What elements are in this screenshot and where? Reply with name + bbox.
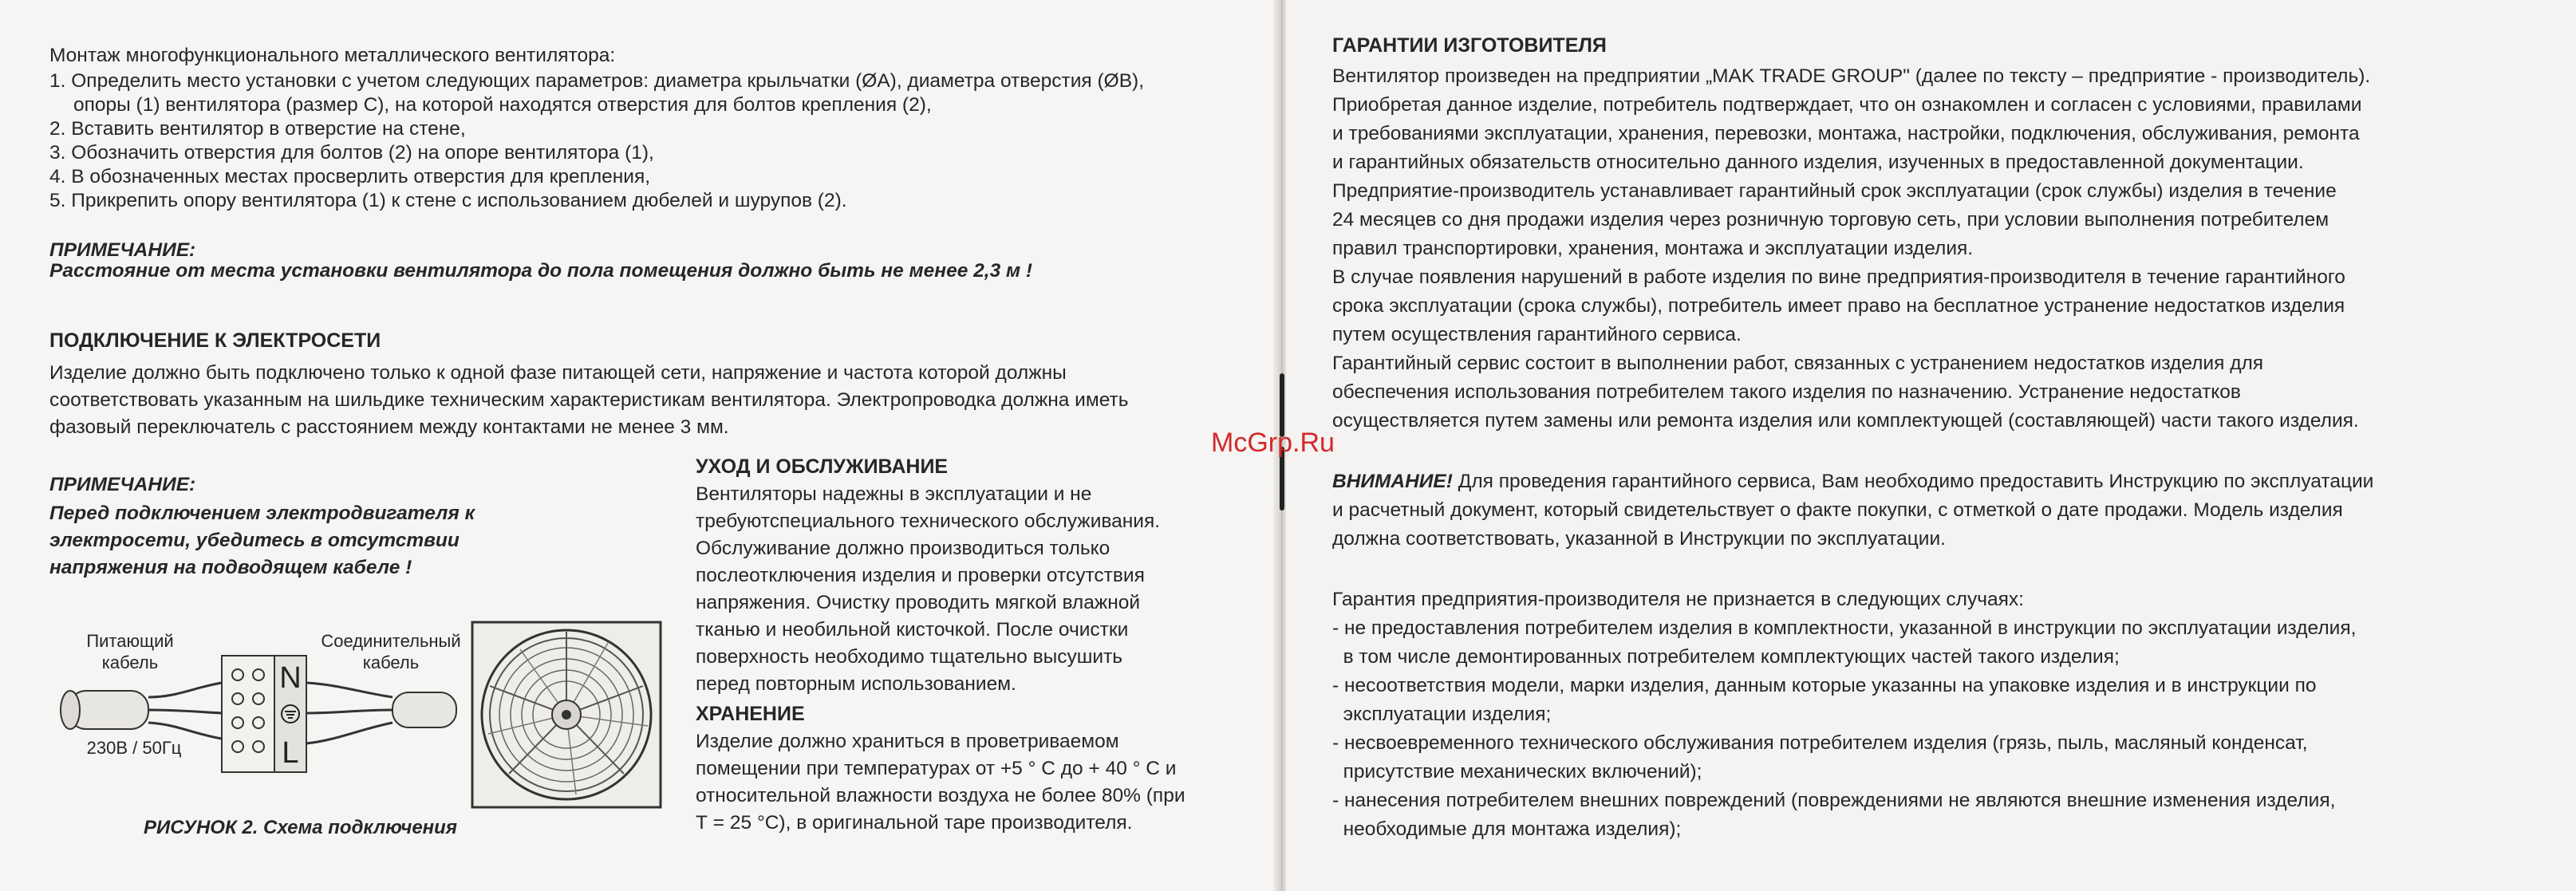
attention-line-3: должна соответствовать, указанной в Инструкции по эксплуатации. — [1332, 528, 1946, 550]
warranty-title: ГАРАНТИИ ИЗГОТОВИТЕЛЯ — [1332, 34, 1607, 57]
note2-line-1: Перед подключением электродвигателя к — [49, 503, 475, 524]
attention-line-2: и расчетный документ, который свидетельствует о факте покупки, с отметкой о дате продажи. Модель изделия — [1332, 499, 2343, 521]
terminal-n-label: N — [279, 661, 302, 695]
care-line-3: Обслуживание должно производиться только — [696, 538, 1110, 559]
care-line-6: тканью и необильной кисточкой. После очистки — [696, 619, 1129, 641]
care-line-1: Вентиляторы надежны в эксплуатации и не — [696, 483, 1092, 505]
attention-label: ВНИМАНИЕ! — [1332, 471, 1453, 492]
care-line-5: напряжения. Очистку проводить мягкой влажной — [696, 592, 1141, 613]
care-line-8: перед повторным использованием. — [696, 673, 1016, 695]
connection-title: ПОДКЛЮЧЕНИЕ К ЭЛЕКТРОСЕТИ — [49, 329, 381, 352]
care-title: УХОД И ОБСЛУЖИВАНИЕ — [696, 455, 949, 478]
connection-line-2: соответствовать указанным на шильдике техническим характеристикам вентилятора. Электропроводка должна иметь — [49, 389, 1129, 411]
warranty-line-1: Вентилятор произведен на предприятии „MAK TRADE GROUP" (далее по тексту – предприятие - производитель). — [1332, 65, 2371, 87]
warranty-line-10: путем осуществления гарантийного сервиса. — [1332, 324, 1742, 345]
figure-caption: РИСУНОК 2. Схема подключения — [144, 817, 457, 838]
attention-line-1 — [1332, 467, 2373, 495]
storage-line-4: Т = 25 °С), в оригинальной таре производителя. — [696, 812, 1133, 834]
wiring-diagram — [57, 614, 680, 838]
connection-line-3: фазовый переключатель с расстоянием между контактами не менее 3 мм. — [49, 416, 729, 438]
connecting-cable — [306, 683, 456, 743]
storage-line-3: относительной влажности воздуха не более 80% (при — [696, 785, 1185, 806]
storage-line-1: Изделие должно храниться в проветриваемом — [696, 731, 1119, 752]
exclusion-line-2: в том числе демонтированных потребителем комплектующих частей такого изделия; — [1332, 646, 2120, 668]
exclusion-line-5: - несвоевременного технического обслуживания потребителем изделия (грязь, пыль, масляный конденсат, — [1332, 732, 2308, 754]
mounting-step-2: 2. Вставить вентилятор в отверстие на стене, — [49, 118, 466, 140]
storage-title: ХРАНЕНИЕ — [696, 703, 805, 725]
care-line-4: послеотключения изделия и проверки отсутствия — [696, 565, 1145, 586]
exclusion-line-1: - не предоставления потребителем изделия в комплектности, указанной в инструкции по эксплуатации изделия, — [1332, 617, 2357, 639]
exclusion-line-3: - несоответствия модели, марки изделия, данным которые указанны на упаковке изделия и в инструкции по — [1332, 675, 2317, 696]
supply-cable — [61, 683, 222, 739]
attention-text: Для проведения гарантийного сервиса, Вам необходимо предоставить Инструкцию по эксплуатации — [1452, 471, 2374, 492]
warranty-line-12: обеспечения использования потребителем такого изделия по назначению. Устранение недостатков — [1332, 381, 2241, 403]
voltage-label: 230В / 50Гц — [86, 738, 182, 758]
terminal-l-label: L — [282, 736, 299, 770]
warranty-line-11: Гарантийный сервис состоит в выполнении работ, связанных с устранением недостатков изделия для — [1332, 353, 2264, 374]
warranty-line-3: и требованиями эксплуатации, хранения, перевозки, монтажа, настройки, подключения, обслуживания, ремонта — [1332, 123, 2360, 144]
note1-title: ПРИМЕЧАНИЕ: — [49, 239, 196, 261]
note2-title: ПРИМЕЧАНИЕ: — [49, 474, 196, 495]
terminal-block — [222, 656, 306, 772]
mounting-step-3: 3. Обозначить отверстия для болтов (2) на опоре вентилятора (1), — [49, 142, 654, 164]
mounting-step-5: 5. Прикрепить опору вентилятора (1) к стене с использованием дюбелей и шурупов (2). — [49, 190, 847, 211]
warranty-line-2: Приобретая данное изделие, потребитель подтверждает, что он ознакомлен и согласен с условиями, правилами — [1332, 94, 2362, 116]
exclusion-line-7: - нанесения потребителем внешних повреждений (повреждениями не являются внешние изменения изделия, — [1332, 790, 2336, 811]
exclusion-line-8: необходимые для монтажа изделия); — [1332, 818, 1682, 840]
care-line-2: требуютспециального технического обслуживания. — [696, 511, 1161, 532]
warranty-line-4: и гарантийных обязательств относительно данного изделия, изученных в предоставленной документации. — [1332, 152, 2304, 173]
exclusion-line-4: эксплуатации изделия; — [1332, 704, 1552, 725]
supply-cable-label: Питающий кабель — [86, 631, 174, 672]
fan-unit — [472, 622, 661, 807]
connecting-cable-label: Соединительный кабель — [321, 631, 461, 672]
warranty-line-8: В случае появления нарушений в работе изделия по вине предприятия-производителя в течение гарантийного — [1332, 266, 2345, 288]
note1-text: Расстояние от места установки вентилятора до пола помещения должно быть не менее 2,3 м ! — [49, 260, 1033, 282]
connection-line-1: Изделие должно быть подключено только к одной фазе питающей сети, напряжение и частота которой должны — [49, 362, 1067, 384]
mounting-step-1-cont: опоры (1) вентилятора (размер С), на которой находятся отверстия для болтов крепления (2), — [73, 94, 932, 116]
care-line-7: поверхность необходимо тщательно высушить — [696, 646, 1123, 668]
warranty-line-7: правил транспортировки, хранения, монтажа и эксплуатации изделия. — [1332, 238, 1974, 259]
warranty-line-6: 24 месяцев со дня продажи изделия через розничную торговую сеть, при условии выполнения потребителем — [1332, 209, 2329, 231]
left-page — [0, 0, 1276, 891]
mounting-step-4: 4. В обозначенных местах просверлить отверстия для крепления, — [49, 166, 651, 187]
site-watermark: McGrp.Ru — [1211, 428, 1335, 458]
warranty-line-13: осуществляется путем замены или ремонта изделия или комплектующей (составляющей) части такого изделия. — [1332, 410, 2359, 432]
note2-line-3: напряжения на подводящем кабеле ! — [49, 557, 412, 578]
mounting-step-1: 1. Определить место установки с учетом следующих параметров: диаметра крыльчатки (ØA), диаметра отверстия (ØB), — [49, 70, 1145, 92]
exclusion-line-6: присутствие механических включений); — [1332, 761, 1702, 783]
warranty-line-5: Предприятие-производитель устанавливает гарантийный срок эксплуатации (срок службы) изделия в течение — [1332, 180, 2337, 202]
storage-line-2: помещении при температурах от +5 ° С до + 40 ° С и — [696, 758, 1177, 779]
warranty-line-9: срока эксплуатации (срока службы), потребитель имеет право на бесплатное устранение недостатков изделия — [1332, 295, 2345, 317]
note2-line-2: электросети, убедитесь в отсутствии — [49, 530, 460, 551]
exclusions-intro: Гарантия предприятия-производителя не признается в следующих случаях: — [1332, 589, 2024, 610]
right-page — [1286, 0, 2576, 891]
mounting-intro: Монтаж многофункционального металлического вентилятора: — [49, 45, 616, 66]
